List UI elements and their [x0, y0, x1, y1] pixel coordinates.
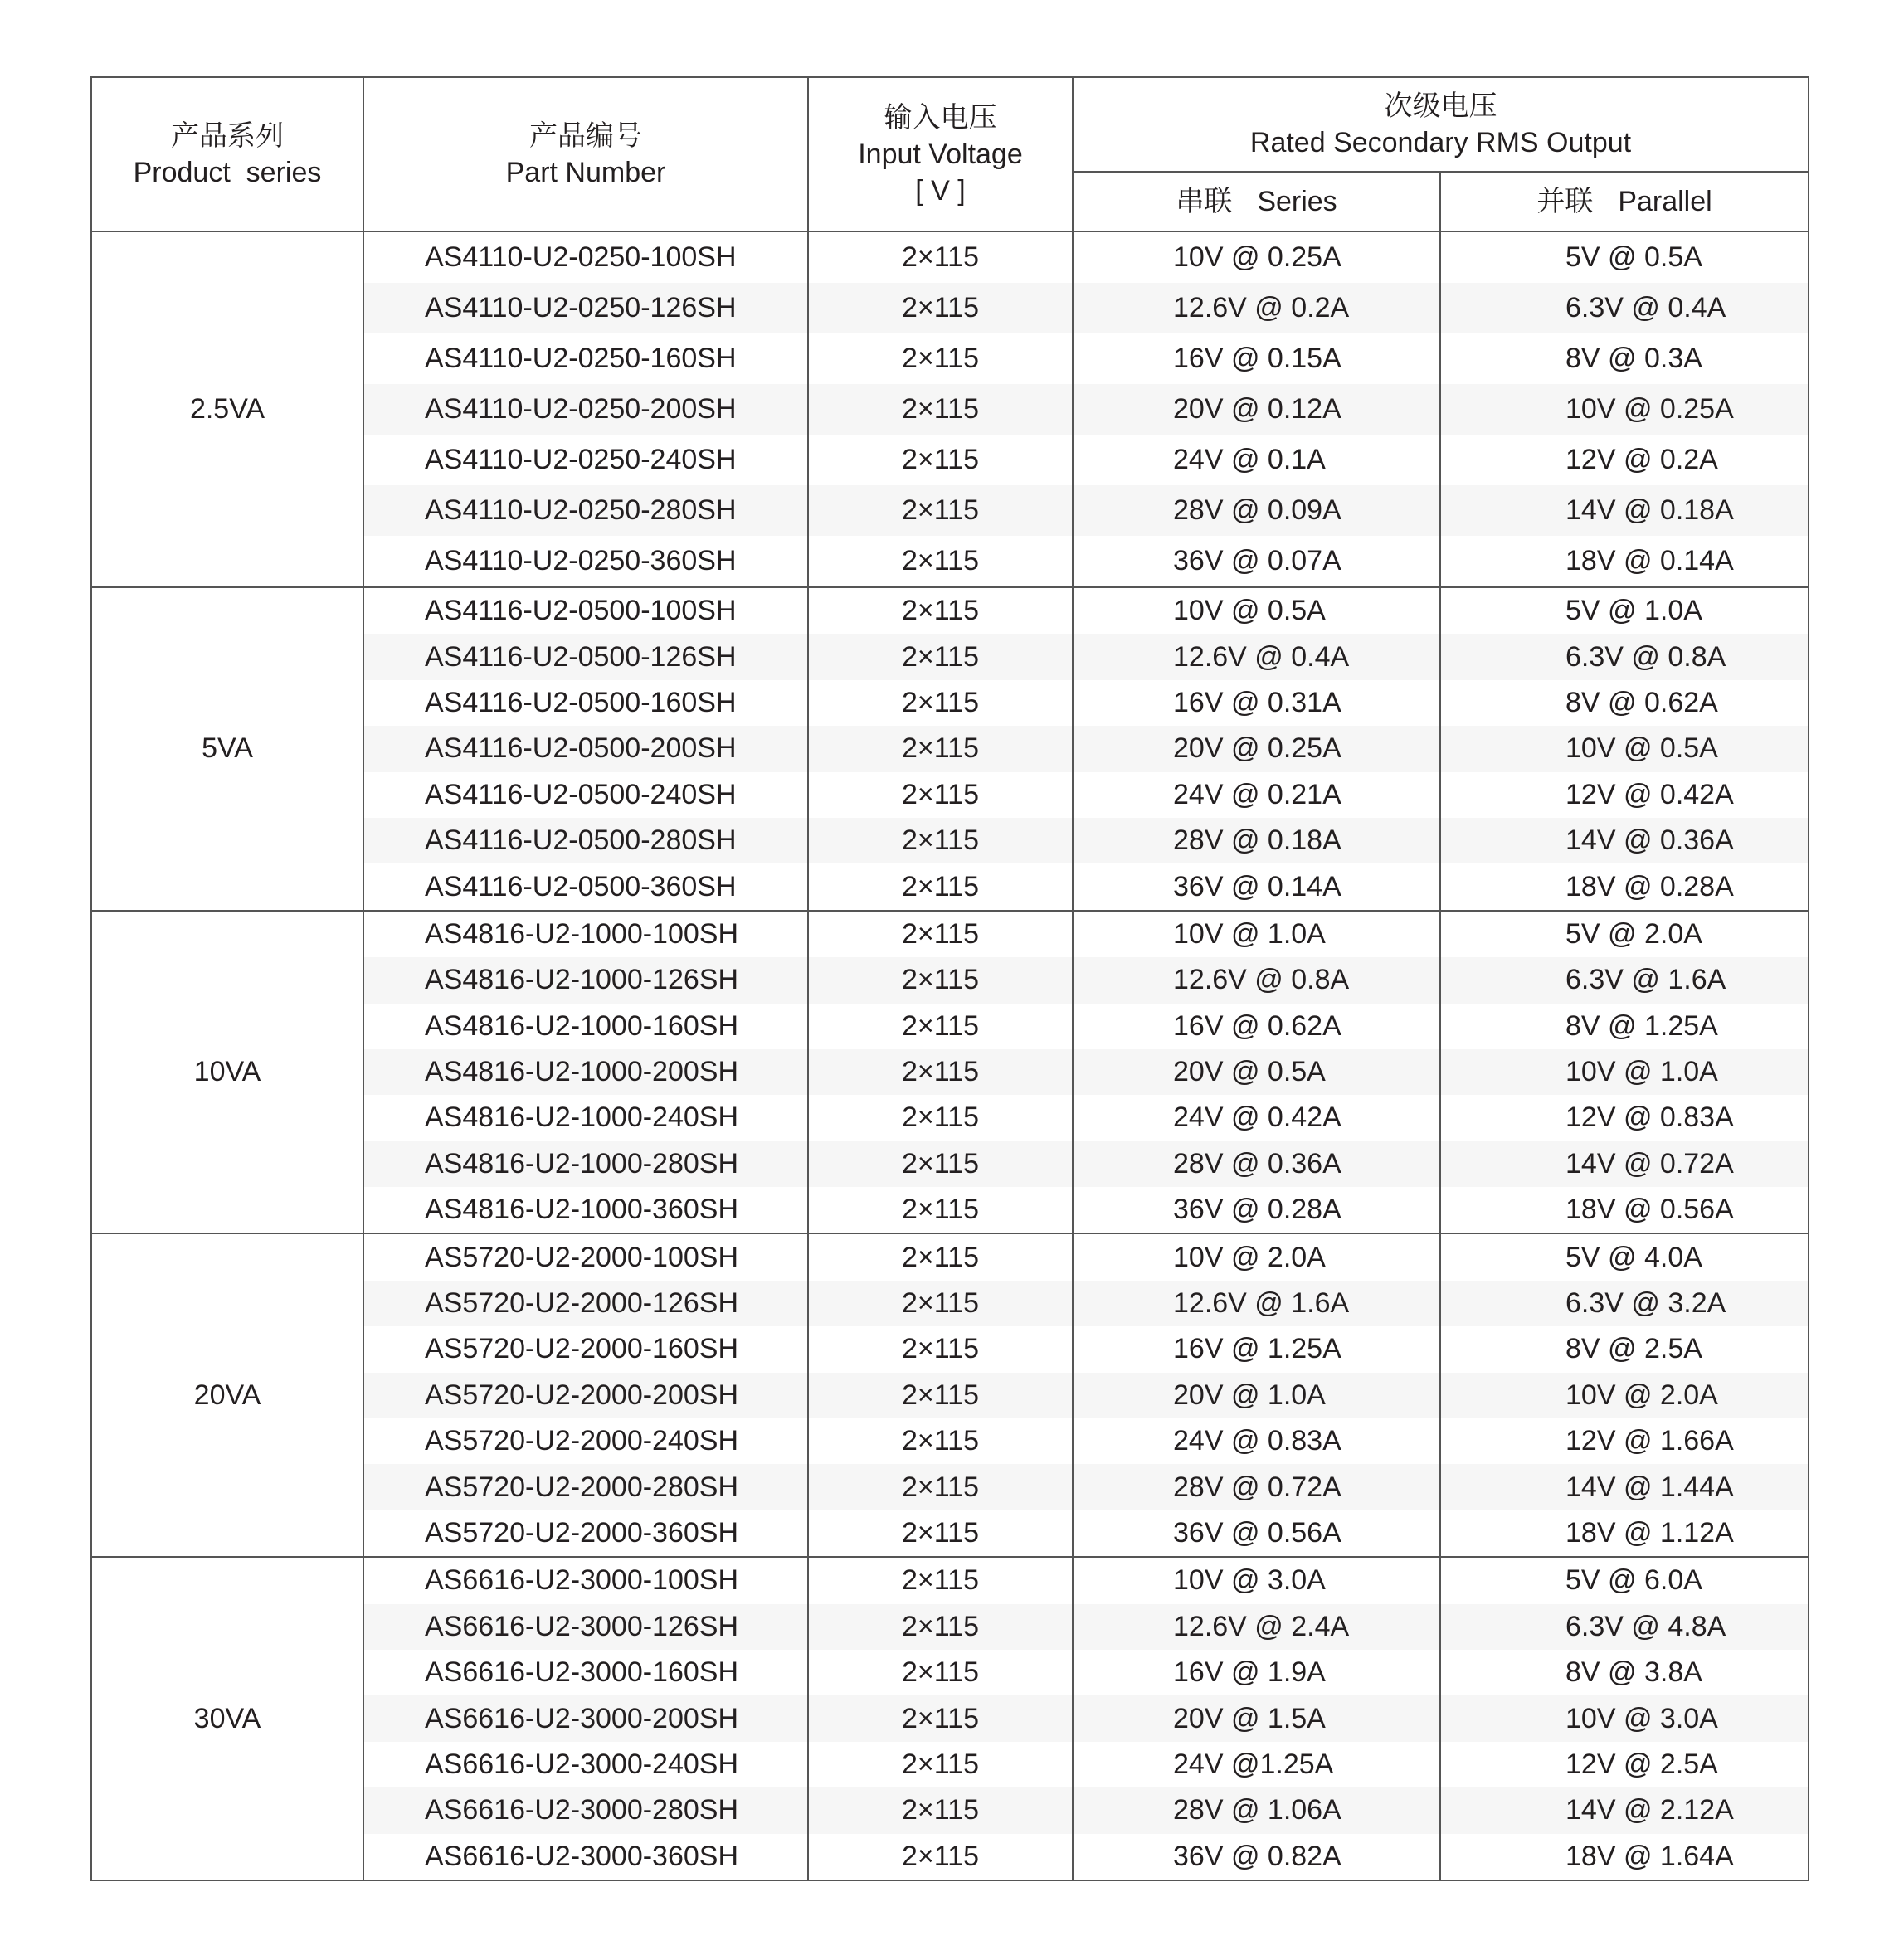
- header-series-en: Product series: [133, 157, 322, 188]
- part-number-cell: AS5720-U2-2000-200SH: [363, 1373, 808, 1418]
- parallel-output-cell: 8V @ 3.8A: [1440, 1650, 1809, 1695]
- product-series-cell: 10VA: [91, 911, 363, 1234]
- parallel-output-cell: 12V @ 1.66A: [1440, 1418, 1809, 1464]
- series-output-cell: 28V @ 1.06A: [1073, 1787, 1440, 1833]
- part-number-cell: AS6616-U2-3000-240SH: [363, 1742, 808, 1787]
- input-voltage-cell: 2×115: [808, 726, 1073, 771]
- input-voltage-cell: 2×115: [808, 1281, 1073, 1326]
- series-output-cell: 16V @ 0.31A: [1073, 680, 1440, 726]
- series-output-cell: 20V @ 0.12A: [1073, 384, 1440, 435]
- input-voltage-cell: 2×115: [808, 1187, 1073, 1233]
- part-number-cell: AS6616-U2-3000-200SH: [363, 1695, 808, 1741]
- part-number-cell: AS4816-U2-1000-360SH: [363, 1187, 808, 1233]
- parallel-output-cell: 14V @ 1.44A: [1440, 1464, 1809, 1510]
- series-output-cell: 20V @ 1.0A: [1073, 1373, 1440, 1418]
- series-group: [91, 1557, 1809, 1880]
- parallel-output-cell: 5V @ 0.5A: [1440, 231, 1809, 283]
- transformer-spec-table: [90, 76, 1809, 1881]
- input-voltage-cell: 2×115: [808, 1695, 1073, 1741]
- parallel-output-cell: 10V @ 0.5A: [1440, 726, 1809, 771]
- parallel-output-cell: 14V @ 0.36A: [1440, 818, 1809, 863]
- parallel-output-cell: 12V @ 0.42A: [1440, 772, 1809, 818]
- series-output-cell: 16V @ 1.9A: [1073, 1650, 1440, 1695]
- input-voltage-cell: 2×115: [808, 1141, 1073, 1187]
- input-voltage-cell: 2×115: [808, 1787, 1073, 1833]
- header-input-voltage: [808, 77, 1073, 231]
- input-voltage-cell: 2×115: [808, 1326, 1073, 1372]
- series-group: [91, 911, 1809, 1234]
- input-voltage-cell: 2×115: [808, 1095, 1073, 1140]
- series-output-cell: 36V @ 0.14A: [1073, 863, 1440, 910]
- parallel-output-cell: 18V @ 0.14A: [1440, 536, 1809, 587]
- header-product-series: [91, 77, 363, 231]
- series-output-cell: 12.6V @ 0.8A: [1073, 957, 1440, 1003]
- part-number-cell: AS4110-U2-0250-160SH: [363, 333, 808, 384]
- parallel-output-cell: 5V @ 1.0A: [1440, 587, 1809, 634]
- series-output-cell: 20V @ 0.25A: [1073, 726, 1440, 771]
- input-voltage-cell: 2×115: [808, 1464, 1073, 1510]
- parallel-output-cell: 8V @ 0.62A: [1440, 680, 1809, 726]
- input-voltage-cell: 2×115: [808, 435, 1073, 485]
- header-parallel-connection: [1440, 172, 1809, 231]
- input-voltage-cell: 2×115: [808, 1049, 1073, 1095]
- header-part-number: [363, 77, 808, 231]
- input-voltage-cell: 2×115: [808, 485, 1073, 536]
- table-row: [91, 1557, 1809, 1603]
- header-series-conn-en: Series: [1257, 186, 1337, 217]
- series-output-cell: 16V @ 0.15A: [1073, 333, 1440, 384]
- parallel-output-cell: 18V @ 1.12A: [1440, 1510, 1809, 1557]
- header-parallel-en: Parallel: [1618, 186, 1712, 217]
- input-voltage-cell: 2×115: [808, 1650, 1073, 1695]
- input-voltage-cell: 2×115: [808, 1557, 1073, 1603]
- part-number-cell: AS5720-U2-2000-280SH: [363, 1464, 808, 1510]
- product-series-cell: 30VA: [91, 1557, 363, 1880]
- parallel-output-cell: 14V @ 0.72A: [1440, 1141, 1809, 1187]
- series-output-cell: 10V @ 1.0A: [1073, 911, 1440, 957]
- series-output-cell: 10V @ 0.25A: [1073, 231, 1440, 283]
- part-number-cell: AS5720-U2-2000-160SH: [363, 1326, 808, 1372]
- part-number-cell: AS4110-U2-0250-240SH: [363, 435, 808, 485]
- part-number-cell: AS4116-U2-0500-360SH: [363, 863, 808, 910]
- parallel-output-cell: 6.3V @ 4.8A: [1440, 1604, 1809, 1650]
- part-number-cell: AS6616-U2-3000-280SH: [363, 1787, 808, 1833]
- parallel-output-cell: 14V @ 2.12A: [1440, 1787, 1809, 1833]
- part-number-cell: AS4110-U2-0250-360SH: [363, 536, 808, 587]
- parallel-output-cell: 10V @ 1.0A: [1440, 1049, 1809, 1095]
- input-voltage-cell: 2×115: [808, 231, 1073, 283]
- series-output-cell: 36V @ 0.82A: [1073, 1834, 1440, 1880]
- series-group: [91, 587, 1809, 911]
- header-secondary-output: [1073, 77, 1809, 172]
- input-voltage-cell: 2×115: [808, 283, 1073, 333]
- part-number-cell: AS6616-U2-3000-100SH: [363, 1557, 808, 1603]
- input-voltage-cell: 2×115: [808, 333, 1073, 384]
- parallel-output-cell: 8V @ 0.3A: [1440, 333, 1809, 384]
- parallel-output-cell: 5V @ 2.0A: [1440, 911, 1809, 957]
- series-output-cell: 16V @ 0.62A: [1073, 1004, 1440, 1049]
- series-output-cell: 10V @ 0.5A: [1073, 587, 1440, 634]
- input-voltage-cell: 2×115: [808, 772, 1073, 818]
- header-series-conn-zh: 串联: [1176, 186, 1233, 217]
- header-input-unit: [ V ]: [915, 175, 966, 207]
- input-voltage-cell: 2×115: [808, 634, 1073, 679]
- header-input-zh: 输入电压: [884, 102, 997, 134]
- series-output-cell: 12.6V @ 2.4A: [1073, 1604, 1440, 1650]
- header-secondary-zh: 次级电压: [1384, 90, 1497, 122]
- input-voltage-cell: 2×115: [808, 957, 1073, 1003]
- parallel-output-cell: 5V @ 4.0A: [1440, 1233, 1809, 1280]
- series-output-cell: 28V @ 0.09A: [1073, 485, 1440, 536]
- part-number-cell: AS4816-U2-1000-100SH: [363, 911, 808, 957]
- parallel-output-cell: 14V @ 0.18A: [1440, 485, 1809, 536]
- table-row: [91, 587, 1809, 634]
- product-series-cell: 20VA: [91, 1233, 363, 1557]
- series-output-cell: 16V @ 1.25A: [1073, 1326, 1440, 1372]
- part-number-cell: AS4110-U2-0250-200SH: [363, 384, 808, 435]
- parallel-output-cell: 6.3V @ 0.8A: [1440, 634, 1809, 679]
- table-row: [91, 911, 1809, 957]
- part-number-cell: AS4110-U2-0250-100SH: [363, 231, 808, 283]
- parallel-output-cell: 10V @ 2.0A: [1440, 1373, 1809, 1418]
- series-output-cell: 20V @ 0.5A: [1073, 1049, 1440, 1095]
- input-voltage-cell: 2×115: [808, 1604, 1073, 1650]
- input-voltage-cell: 2×115: [808, 1233, 1073, 1280]
- part-number-cell: AS4110-U2-0250-126SH: [363, 283, 808, 333]
- part-number-cell: AS5720-U2-2000-360SH: [363, 1510, 808, 1557]
- series-output-cell: 24V @ 0.42A: [1073, 1095, 1440, 1140]
- input-voltage-cell: 2×115: [808, 1418, 1073, 1464]
- parallel-output-cell: 12V @ 0.2A: [1440, 435, 1809, 485]
- product-series-cell: 2.5VA: [91, 231, 363, 587]
- series-output-cell: 12.6V @ 0.4A: [1073, 634, 1440, 679]
- part-number-cell: AS4116-U2-0500-100SH: [363, 587, 808, 634]
- input-voltage-cell: 2×115: [808, 1004, 1073, 1049]
- table-header: [91, 77, 1809, 231]
- series-output-cell: 28V @ 0.18A: [1073, 818, 1440, 863]
- part-number-cell: AS4116-U2-0500-200SH: [363, 726, 808, 771]
- part-number-cell: AS5720-U2-2000-126SH: [363, 1281, 808, 1326]
- series-output-cell: 20V @ 1.5A: [1073, 1695, 1440, 1741]
- input-voltage-cell: 2×115: [808, 587, 1073, 634]
- header-secondary-en: Rated Secondary RMS Output: [1249, 127, 1632, 158]
- parallel-output-cell: 10V @ 3.0A: [1440, 1695, 1809, 1741]
- series-group: [91, 1233, 1809, 1557]
- part-number-cell: AS4116-U2-0500-280SH: [363, 818, 808, 863]
- input-voltage-cell: 2×115: [808, 911, 1073, 957]
- series-output-cell: 28V @ 0.72A: [1073, 1464, 1440, 1510]
- part-number-cell: AS6616-U2-3000-126SH: [363, 1604, 808, 1650]
- part-number-cell: AS4116-U2-0500-240SH: [363, 772, 808, 818]
- header-series-connection: [1073, 172, 1440, 231]
- series-output-cell: 28V @ 0.36A: [1073, 1141, 1440, 1187]
- part-number-cell: AS5720-U2-2000-240SH: [363, 1418, 808, 1464]
- series-group: [91, 231, 1809, 587]
- parallel-output-cell: 6.3V @ 3.2A: [1440, 1281, 1809, 1326]
- input-voltage-cell: 2×115: [808, 1742, 1073, 1787]
- series-output-cell: 10V @ 2.0A: [1073, 1233, 1440, 1280]
- part-number-cell: AS4816-U2-1000-160SH: [363, 1004, 808, 1049]
- parallel-output-cell: 6.3V @ 0.4A: [1440, 283, 1809, 333]
- table-row: [91, 1233, 1809, 1280]
- series-output-cell: 36V @ 0.28A: [1073, 1187, 1440, 1233]
- input-voltage-cell: 2×115: [808, 1373, 1073, 1418]
- part-number-cell: AS4816-U2-1000-200SH: [363, 1049, 808, 1095]
- parallel-output-cell: 6.3V @ 1.6A: [1440, 957, 1809, 1003]
- part-number-cell: AS4816-U2-1000-126SH: [363, 957, 808, 1003]
- header-part-zh: 产品编号: [529, 120, 642, 152]
- parallel-output-cell: 12V @ 0.83A: [1440, 1095, 1809, 1140]
- part-number-cell: AS6616-U2-3000-360SH: [363, 1834, 808, 1880]
- parallel-output-cell: 12V @ 2.5A: [1440, 1742, 1809, 1787]
- part-number-cell: AS4116-U2-0500-126SH: [363, 634, 808, 679]
- series-output-cell: 12.6V @ 0.2A: [1073, 283, 1440, 333]
- header-part-en: Part Number: [505, 157, 666, 188]
- parallel-output-cell: 8V @ 1.25A: [1440, 1004, 1809, 1049]
- part-number-cell: AS6616-U2-3000-160SH: [363, 1650, 808, 1695]
- product-series-cell: 5VA: [91, 587, 363, 911]
- parallel-output-cell: 18V @ 1.64A: [1440, 1834, 1809, 1880]
- part-number-cell: AS4116-U2-0500-160SH: [363, 680, 808, 726]
- header-input-en: Input Voltage: [858, 139, 1023, 170]
- series-output-cell: 12.6V @ 1.6A: [1073, 1281, 1440, 1326]
- input-voltage-cell: 2×115: [808, 680, 1073, 726]
- part-number-cell: AS4816-U2-1000-240SH: [363, 1095, 808, 1140]
- series-output-cell: 36V @ 0.56A: [1073, 1510, 1440, 1557]
- parallel-output-cell: 18V @ 0.28A: [1440, 863, 1809, 910]
- parallel-output-cell: 5V @ 6.0A: [1440, 1557, 1809, 1603]
- series-output-cell: 24V @ 0.1A: [1073, 435, 1440, 485]
- header-series-zh: 产品系列: [171, 120, 284, 152]
- series-output-cell: 24V @ 0.21A: [1073, 772, 1440, 818]
- series-output-cell: 24V @ 0.83A: [1073, 1418, 1440, 1464]
- part-number-cell: AS4110-U2-0250-280SH: [363, 485, 808, 536]
- parallel-output-cell: 10V @ 0.25A: [1440, 384, 1809, 435]
- header-parallel-zh: 并联: [1536, 186, 1594, 217]
- input-voltage-cell: 2×115: [808, 1834, 1073, 1880]
- input-voltage-cell: 2×115: [808, 1510, 1073, 1557]
- part-number-cell: AS4816-U2-1000-280SH: [363, 1141, 808, 1187]
- input-voltage-cell: 2×115: [808, 818, 1073, 863]
- part-number-cell: AS5720-U2-2000-100SH: [363, 1233, 808, 1280]
- table-row: [91, 231, 1809, 283]
- input-voltage-cell: 2×115: [808, 536, 1073, 587]
- series-output-cell: 24V @1.25A: [1073, 1742, 1440, 1787]
- parallel-output-cell: 18V @ 0.56A: [1440, 1187, 1809, 1233]
- input-voltage-cell: 2×115: [808, 384, 1073, 435]
- input-voltage-cell: 2×115: [808, 863, 1073, 910]
- parallel-output-cell: 8V @ 2.5A: [1440, 1326, 1809, 1372]
- series-output-cell: 10V @ 3.0A: [1073, 1557, 1440, 1603]
- series-output-cell: 36V @ 0.07A: [1073, 536, 1440, 587]
